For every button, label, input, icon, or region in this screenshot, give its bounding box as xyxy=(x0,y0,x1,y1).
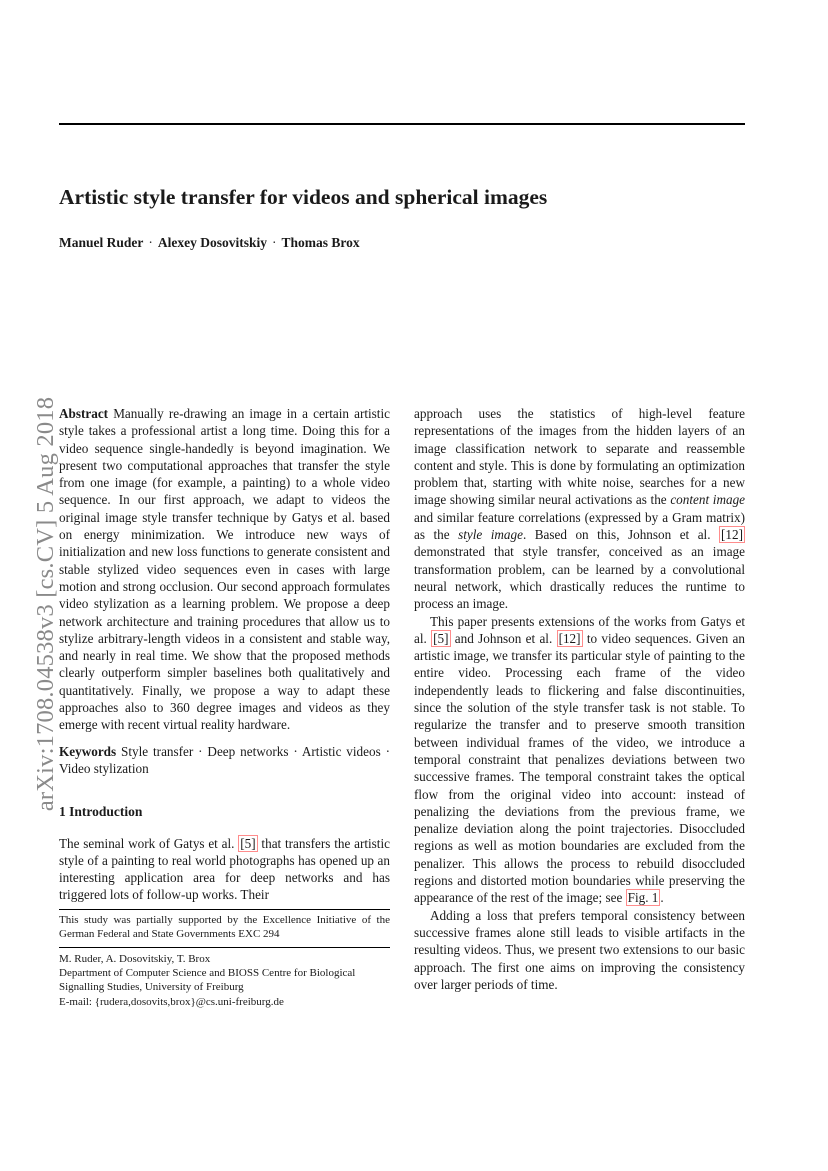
emphasis-text: content image xyxy=(670,492,746,508)
header-rule xyxy=(59,123,745,125)
body-paragraph xyxy=(414,613,745,907)
author-name: Thomas Brox xyxy=(281,235,360,250)
emphasis-text: style image xyxy=(458,527,523,543)
citation-link[interactable]: [12] xyxy=(558,630,581,646)
section-heading: 1 Introduction xyxy=(59,804,143,820)
paragraph-text: and Johnson et al. xyxy=(450,630,557,646)
right-column xyxy=(414,405,745,993)
paragraph-text: The seminal work of Gatys et al. xyxy=(59,835,239,851)
citation-link[interactable]: [12] xyxy=(721,527,743,543)
arxiv-identifier[interactable]: arXiv:1708.04538v3 [cs.CV] 5 Aug 2018 xyxy=(32,396,59,812)
funding-footnote: This study was partially supported by the Excellence Initiative of the German Federal and State Governments EXC 294 xyxy=(59,913,390,941)
author-list xyxy=(59,235,360,251)
figure-link[interactable]: Fig. 1 xyxy=(627,890,659,906)
affiliation-names: M. Ruder, A. Dosovitskiy, T. Brox xyxy=(59,952,211,965)
keywords-text: Style transfer · Deep networks · Artistic videos · Video stylization xyxy=(59,743,390,776)
left-column xyxy=(59,405,390,1009)
citation-link[interactable]: [5] xyxy=(240,835,256,851)
affiliation-department: Department of Computer Science and BIOSS Centre for Biological Signalling Studies, University of Freiburg xyxy=(59,966,356,994)
intro-paragraph xyxy=(59,835,390,904)
affiliation-rule xyxy=(59,947,390,948)
paragraph-text: demonstrated that style transfer, conceived as an image transformation problem, can be learned by a convolutional neural network, which drastically reduces the runtime to process an image. xyxy=(414,544,745,612)
author-name: Alexey Dosovitskiy xyxy=(157,235,267,250)
body-paragraph xyxy=(414,405,745,613)
keywords-label: Keywords xyxy=(59,743,117,759)
paragraph-text: to video sequences. Given an artistic image, we transfer its particular style of painting to the entire video. Processing each frame of the video independently leads to flickering and false discontinuities, since the solution of the style transfer task is not stable. To regularize the transfer and to preserve smooth transition between individual frames of the video, we introduce a temporal constraint that penalizes deviations between two successive frames. The temporal constraint takes the optical flow from the original video into account: instead of penalizing the deviations from the previous frame, we penalize deviation along the point trajectories. Disoccluded regions as well as motion boundaries are excluded from the penalizer. This allows the process to rebuild disoccluded regions and distorted motion boundaries while preserving the appearance of the rest of the image; see xyxy=(414,630,745,906)
abstract xyxy=(59,405,390,734)
citation-link[interactable]: [5] xyxy=(433,630,449,646)
affiliation-email: E-mail: {rudera,dosovits,brox}@cs.uni-freiburg.de xyxy=(59,995,284,1008)
abstract-label: Abstract xyxy=(59,406,109,421)
paragraph-text: . Based on this, Johnson et al. xyxy=(522,527,719,543)
keywords xyxy=(59,743,390,778)
body-paragraph: Adding a loss that prefers temporal consistency between successive frames alone still leads to visible artifacts in the resulting videos. Thus, we present two extensions to our basic approach. The first one aims on improving the consistency over larger periods of time. xyxy=(414,907,745,992)
paragraph-text: approach uses the statistics of high-level feature representations of the images from the hidden layers of an image classification network to separate and reassemble content and style. This is done by formulating an optimization problem that, starting with white noise, searches for a new image showing similar neural activations as the xyxy=(414,406,745,508)
author-separator: · xyxy=(272,235,277,250)
paper-title: Artistic style transfer for videos and spherical images xyxy=(59,185,548,209)
footnote-rule xyxy=(59,909,390,910)
paragraph-text: and similar feature correlations (expressed by a Gram matrix) as the xyxy=(414,509,745,543)
paragraph-text: that transfers the artistic style of a painting to real world photographs has opened up an interesting application area for deep networks and has triggered lots of follow-up works. Their xyxy=(59,835,390,903)
affiliation-block xyxy=(59,952,390,1010)
paragraph-text: . xyxy=(660,890,664,906)
author-separator: · xyxy=(148,235,153,250)
author-name: Manuel Ruder xyxy=(59,235,144,250)
abstract-text: Manually re-drawing an image in a certain artistic style takes a professional artist a long time. Doing this for a video sequence single-handedly is beyond imagination. We present two computational approaches that transfer the style from one image (for example, a painting) to a whole video sequence. In our first approach, we adapt to videos the original image style transfer technique by Gatys et al. based on energy minimization. We introduce new ways of initialization and new loss functions to generate consistent and stable stylized video sequences even in cases with large motion and strong occlusion. Our second approach formulates video stylization as a learning problem. We propose a deep network architecture and training procedures that allow us to stylize arbitrary-length videos in a consistent and stable way, and nearly in real time. We show that the proposed methods clearly outperform simpler baselines both qualitatively and quantitatively. Finally, we propose a way to adapt these approaches also to 360 degree images and videos as they emerge with recent virtual reality hardware. xyxy=(59,406,390,733)
paragraph-text: This paper presents extensions of the works from Gatys et al. xyxy=(414,613,745,646)
